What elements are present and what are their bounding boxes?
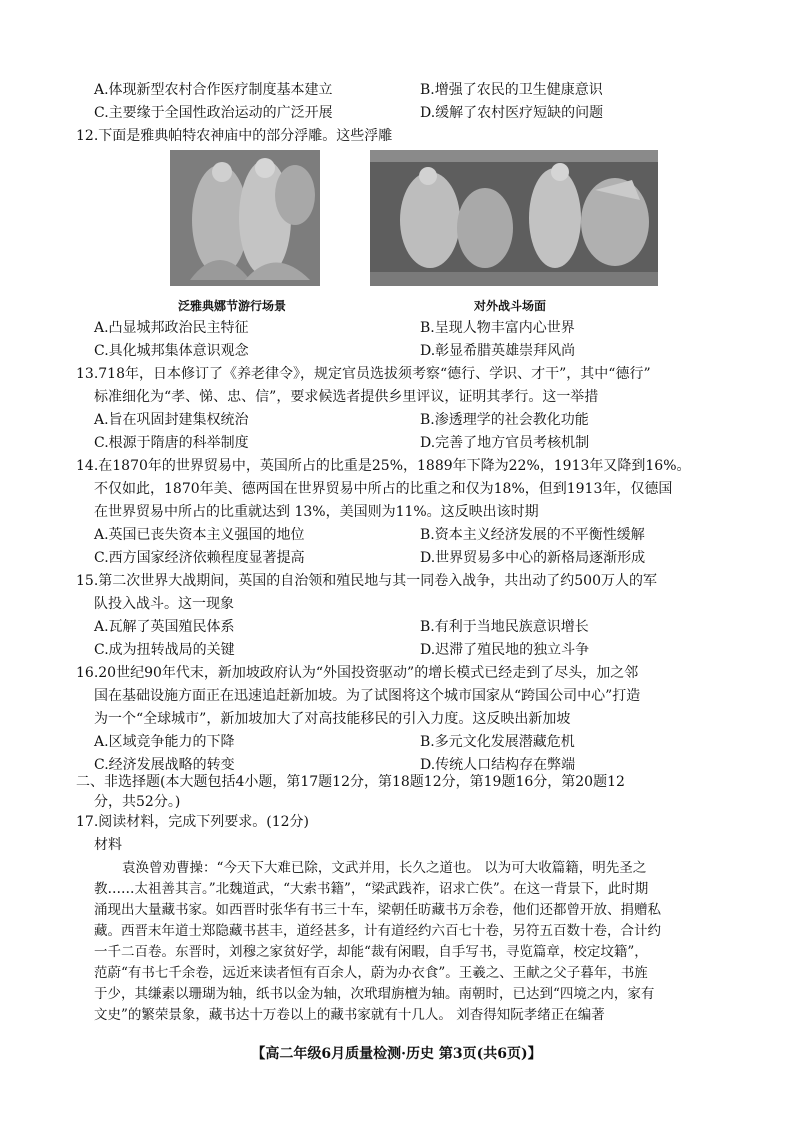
q17-material-label: 材料 xyxy=(94,837,122,853)
q16-option-a: A.区域竞争能力的下降 xyxy=(94,734,235,750)
q12-stem: 12.下面是雅典帕特农神庙中的部分浮雕。这些浮雕 xyxy=(76,128,393,144)
q11-option-b: B.增强了农民的卫生健康意识 xyxy=(420,82,603,98)
q15-option-d: D.迟滞了殖民地的独立斗争 xyxy=(420,642,590,658)
q14-option-d: D.世界贸易多中心的新格局逐渐形成 xyxy=(420,550,646,566)
q13-stem-line-1: 13.718年，日本修订了《养老律令》，规定官员选拔须考察“德行、学识、才干”，其中“德行” xyxy=(76,366,651,382)
q17-material-line-2: 教……太祖善其言。”北魏道武，“大索书籍”，“梁武践祚，诏求亡佚”。在这一背景下，此时期 xyxy=(94,881,649,897)
caption-battle: 对外战斗场面 xyxy=(474,299,547,313)
q16-option-b: B.多元文化发展潜藏危机 xyxy=(420,734,575,750)
q17-material-line-6: 范蔚“有书七千余卷，远近来读者恒有百余人，蔚为办衣食”。王羲之、王献之父子暮年，书旌 xyxy=(94,965,648,981)
q13-option-d: D.完善了地方官员考核机制 xyxy=(420,435,590,451)
q16-stem-line-1: 16.20世纪90年代末，新加坡政府认为“外国投资驱动”的增长模式已经走到了尽头，加之邻 xyxy=(76,665,639,681)
relief-procession-image xyxy=(170,150,320,286)
q11-option-d: D.缓解了农村医疗短缺的问题 xyxy=(420,105,604,121)
q11-option-a: A.体现新型农村合作医疗制度基本建立 xyxy=(94,82,333,98)
q16-option-c: C.经济发展战略的转变 xyxy=(94,757,235,773)
q14-stem-line-3: 在世界贸易中所占的比重就达到 13%，美国则为11%。这反映出该时期 xyxy=(94,504,539,520)
q12-option-b: B.呈现人物丰富内心世界 xyxy=(420,320,575,336)
q14-stem-line-1: 14.在1870年的世界贸易中，英国所占的比重是25%，1889年下降为22%，1913年又降到16%。 xyxy=(76,458,691,474)
section2-heading-line-1: 二、非选择题(本大题包括4小题，第17题12分，第18题12分，第19题16分，第20题12 xyxy=(76,774,625,790)
q13-option-a: A.旨在巩固封建集权统治 xyxy=(94,412,249,428)
q15-stem-line-1: 15.第二次世界大战期间，英国的自治领和殖民地与其一同卷入战争，共出动了约500万人的军 xyxy=(76,573,657,589)
q15-stem-line-2: 队投入战斗。这一现象 xyxy=(94,596,234,612)
q15-option-c: C.成为扭转战局的关键 xyxy=(94,642,235,658)
q17-material-line-1: 袁涣曾劝曹操：“今天下大难已除，文武并用，长久之道也。 以为可大收篇籍，明先圣之 xyxy=(122,860,647,876)
q13-option-b: B.渗透理学的社会教化功能 xyxy=(420,412,589,428)
page-footer: 【高二年级6月质量检测·历史 第3页(共6页)】 xyxy=(251,1046,542,1062)
section2-heading-line-2: 分，共52分。) xyxy=(94,794,181,810)
q11-option-c: C.主要缘于全国性政治运动的广泛开展 xyxy=(94,105,333,121)
q14-option-c: C.西方国家经济依赖程度显著提高 xyxy=(94,550,305,566)
q13-option-c: C.根源于隋唐的科举制度 xyxy=(94,435,249,451)
relief-battle-image xyxy=(370,150,658,286)
q13-stem-line-2: 标准细化为“孝、悌、忠、信”，要求候选者提供乡里评议，证明其孝行。这一举措 xyxy=(94,389,599,405)
q17-material-line-4: 藏。西晋末年道士郑隐藏书甚丰，道经甚多，计有道经约六百七十卷，另符五百数十卷，合计约 xyxy=(94,923,661,939)
q17-material-line-5: 一千二百卷。东晋时，刘穆之家贫好学，却能“裁有闲暇，自手写书，寻览篇章，校定坟籍”， xyxy=(94,944,648,960)
q12-option-c: C.具化城邦集体意识观念 xyxy=(94,343,249,359)
q14-option-b: B.资本主义经济发展的不平衡性缓解 xyxy=(420,527,645,543)
q17-material-line-8: 文史”的繁荣景象，藏书达十万卷以上的藏书家就有十几人。 刘杳得知阮孝绪正在编著 xyxy=(94,1007,605,1023)
q14-stem-line-2: 不仅如此，1870年美、德两国在世界贸易中所占的比重之和仅为18%，但到1913年，仅德国 xyxy=(94,481,673,497)
q14-option-a: A.英国已丧失资本主义强国的地位 xyxy=(94,527,305,543)
q16-stem-line-3: 为一个“全球城市”，新加坡加大了对高技能移民的引入力度。这反映出新加坡 xyxy=(94,711,571,727)
q15-option-b: B.有利于当地民族意识增长 xyxy=(420,619,589,635)
q16-option-d: D.传统人口结构存在弊端 xyxy=(420,757,576,773)
q12-option-d: D.彰显希腊英雄崇拜风尚 xyxy=(420,343,576,359)
caption-procession: 泛雅典娜节游行场景 xyxy=(178,299,287,313)
q17-material-line-3: 涌现出大量藏书家。如西晋时张华有书三十车，梁朝任昉藏书万余卷，他们还都曾开放、捐赠私 xyxy=(94,902,661,918)
q15-option-a: A.瓦解了英国殖民体系 xyxy=(94,619,235,635)
q12-option-a: A.凸显城邦政治民主特征 xyxy=(94,320,249,336)
q16-stem-line-2: 国在基础设施方面正在迅速追赶新加坡。为了试图将这个城市国家从“跨国公司中心”打造 xyxy=(94,688,641,704)
q17-stem: 17.阅读材料，完成下列要求。(12分) xyxy=(76,814,310,830)
q17-material-line-7: 于少，其缣素以珊瑚为轴，纸书以金为轴，次玳瑁旃檀为轴。南朝时，已达到“四境之内，家有 xyxy=(94,986,655,1002)
